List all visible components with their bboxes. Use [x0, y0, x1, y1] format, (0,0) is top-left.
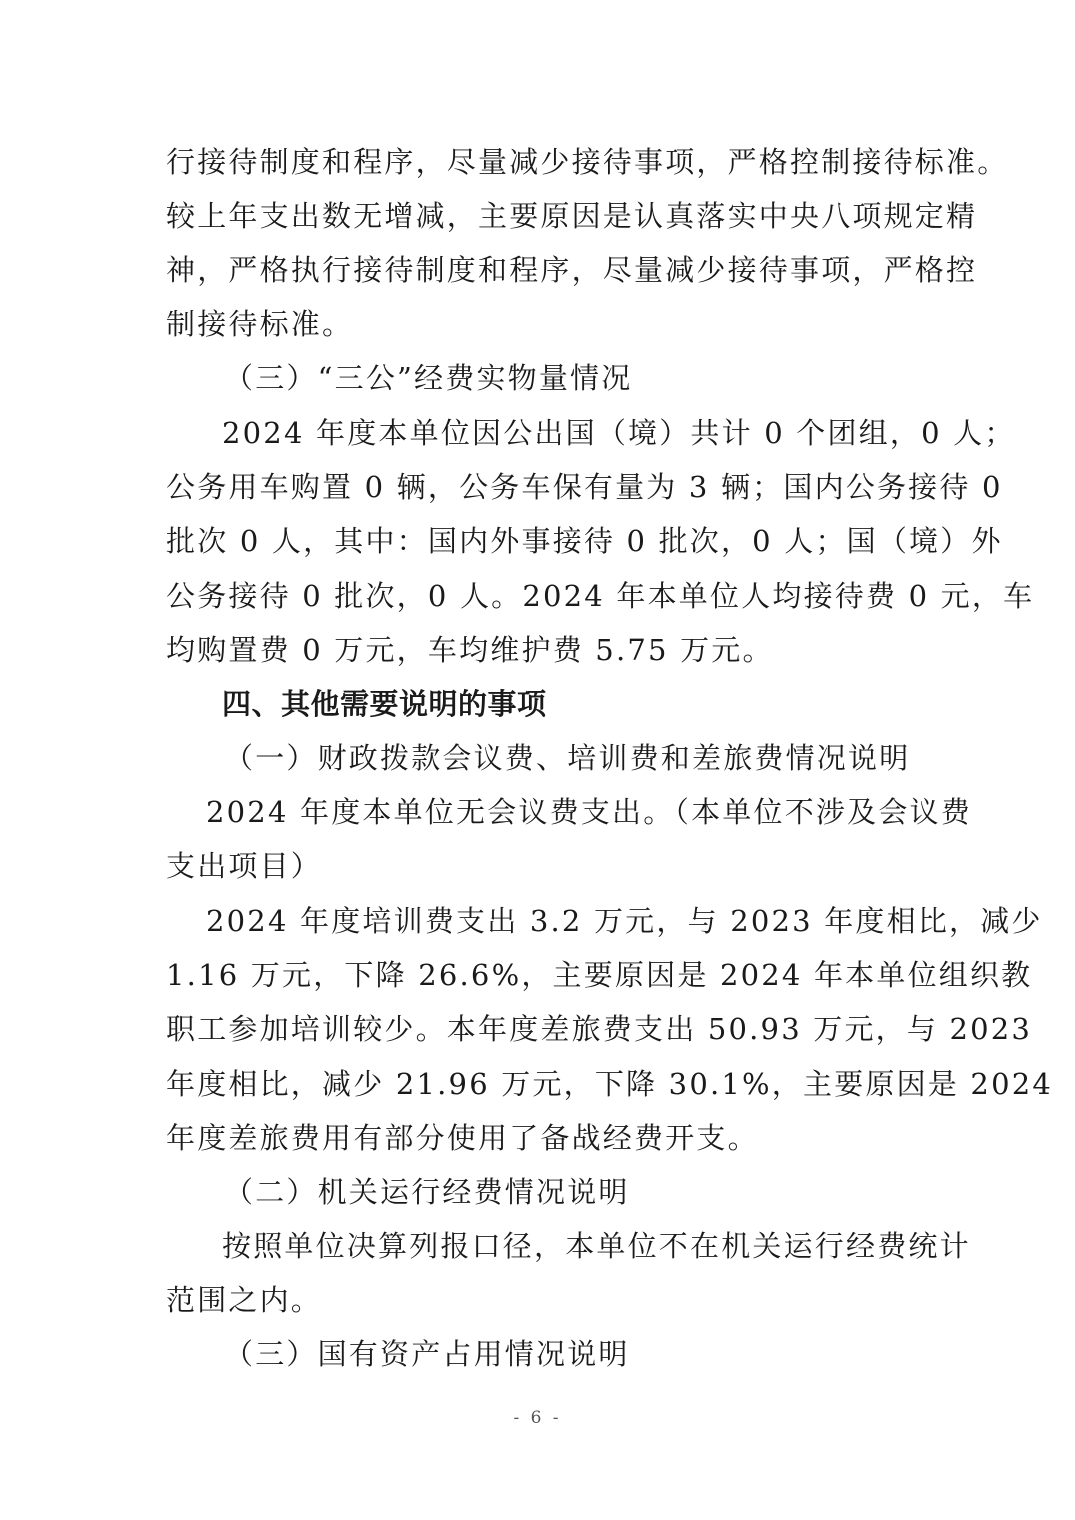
paragraph-line: 年度相比，减少 21.96 万元，下降 30.1%，主要原因是 2024	[166, 1067, 1054, 1101]
paragraph-line: 公务接待 0 批次，0 人。2024 年本单位人均接待费 0 元，车	[166, 579, 1035, 613]
subsection-heading: （三）“三公”经费实物量情况	[224, 361, 633, 395]
paragraph-line: 年度差旅费用有部分使用了备战经费开支。	[166, 1121, 759, 1155]
paragraph-line: 2024 年度本单位无会议费支出。（本单位不涉及会议费	[206, 795, 972, 829]
section-heading: 四、其他需要说明的事项	[222, 687, 547, 721]
paragraph-line: 均购置费 0 万元，车均维护费 5.75 万元。	[166, 633, 774, 667]
subsection-heading: （三）国有资产占用情况说明	[224, 1337, 630, 1371]
paragraph-line: 批次 0 人，其中：国内外事接待 0 批次，0 人；国（境）外	[166, 524, 1003, 558]
paragraph-line: 职工参加培训较少。本年度差旅费支出 50.93 万元，与 2023	[166, 1012, 1033, 1046]
paragraph-line: 公务用车购置 0 辆，公务车保有量为 3 辆；国内公务接待 0	[166, 470, 1003, 504]
paragraph-line: 行接待制度和程序，尽量减少接待事项，严格控制接待标准。	[166, 145, 1009, 179]
paragraph-line: 按照单位决算列报口径，本单位不在机关运行经费统计	[222, 1229, 971, 1263]
paragraph-line: 2024 年度本单位因公出国（境）共计 0 个团组，0 人；	[222, 416, 1016, 450]
paragraph-line: 1.16 万元，下降 26.6%，主要原因是 2024 年本单位组织教	[166, 958, 1033, 992]
paragraph-line: 范围之内。	[166, 1283, 323, 1317]
subsection-heading: （一）财政拨款会议费、培训费和差旅费情况说明	[224, 741, 911, 775]
paragraph-line: 支出项目）	[166, 849, 323, 883]
paragraph-line: 2024 年度培训费支出 3.2 万元，与 2023 年度相比，减少	[206, 904, 1043, 938]
subsection-heading: （二）机关运行经费情况说明	[224, 1175, 630, 1209]
paragraph-line: 神，严格执行接待制度和程序，尽量减少接待事项，严格控	[166, 253, 978, 287]
paragraph-line: 较上年支出数无增减，主要原因是认真落实中央八项规定精	[166, 199, 978, 233]
paragraph-line: 制接待标准。	[166, 307, 354, 341]
page-number: - 6 -	[513, 1408, 562, 1428]
